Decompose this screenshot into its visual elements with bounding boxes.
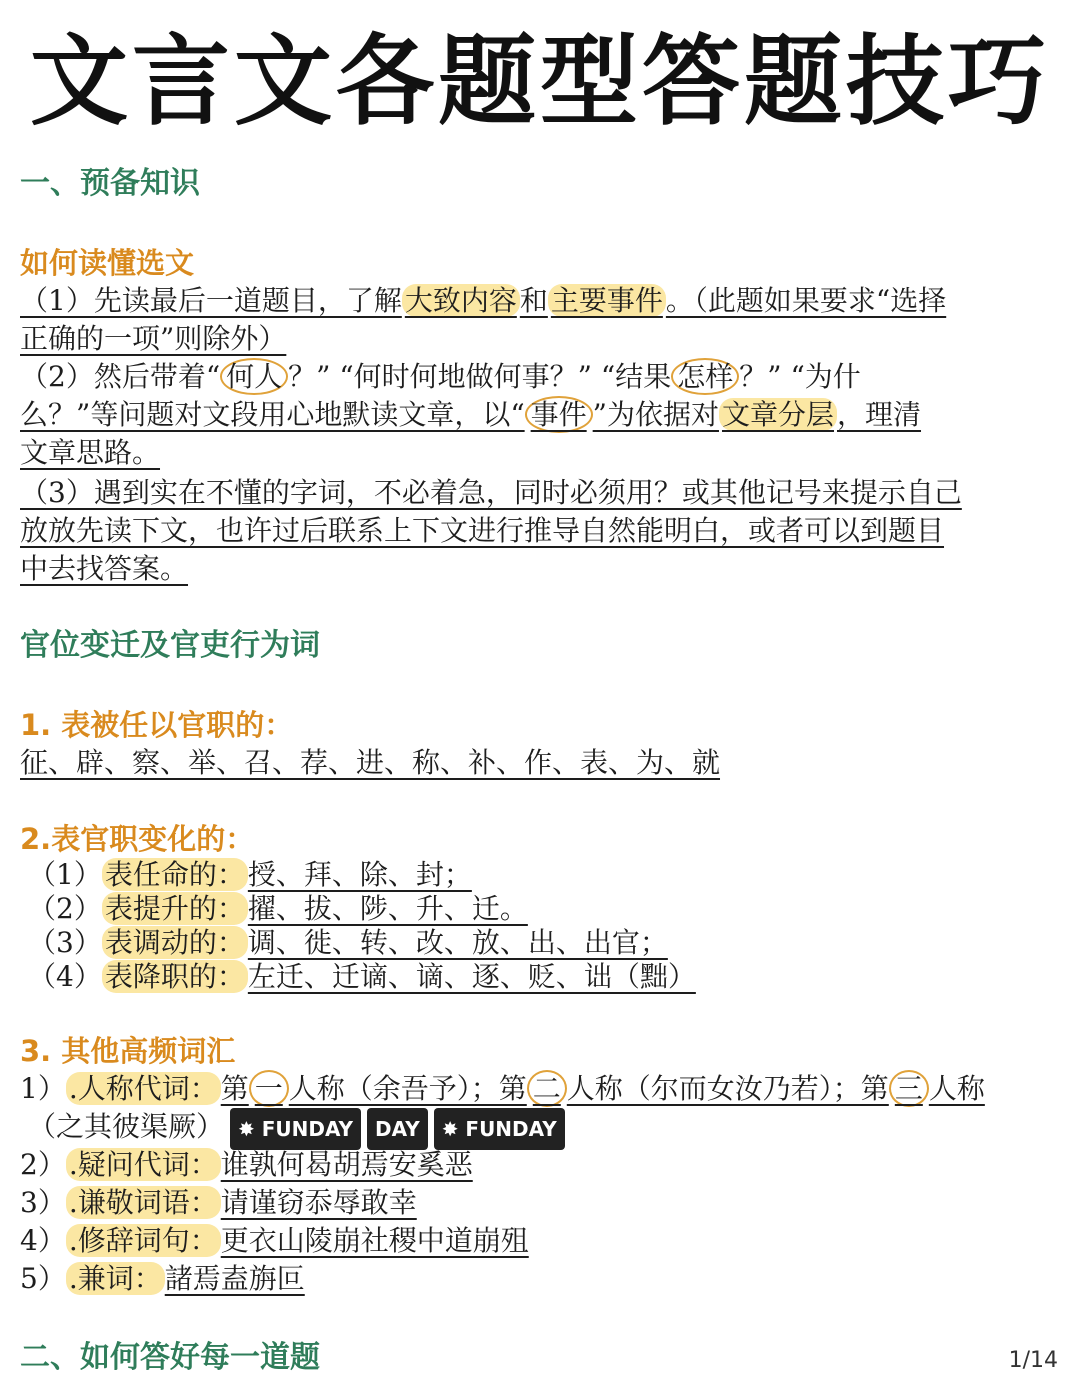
read-p3-line2: 放放先读下文，也许过后联系上下文进行推导自然能明白，或者可以到题目 bbox=[20, 514, 945, 547]
read-p1-line1: （1）先读最后一道题目，了解 大致内容 和 主要事件 。（此题如果要求“选择 bbox=[20, 284, 947, 317]
pronoun-row-cont: （之其彼渠厥） ✸ FUNDAY DAY ✸ FUNDAY bbox=[28, 1108, 565, 1150]
watermark: ✸ FUNDAY bbox=[434, 1108, 565, 1150]
highlight-content: 大致内容 bbox=[402, 284, 520, 317]
watermark: ✸ FUNDAY bbox=[230, 1108, 361, 1150]
frequent-row: 5） .兼词： 諸焉盍旃叵 bbox=[20, 1262, 305, 1295]
subheading-read: 如何读懂选文 bbox=[20, 246, 195, 280]
circled-how: 怎样 bbox=[671, 358, 739, 395]
subheading-appointed: 1. 表被任以官职的： bbox=[20, 708, 294, 742]
change-row: （4） 表降职的： 左迁、迁谪、谪、逐、贬、诎（黜） bbox=[28, 960, 696, 993]
read-p1-line2: 正确的一项”则除外） bbox=[20, 322, 287, 355]
page-title: 文言文各题型答题技巧 bbox=[29, 25, 1050, 139]
circled-second: 二 bbox=[527, 1070, 567, 1107]
section-heading-answer: 二、如何答好每一道题 bbox=[20, 1340, 320, 1375]
section-heading-prep: 一、预备知识 bbox=[20, 166, 200, 201]
subheading-frequent: 3. 其他高频词汇 bbox=[20, 1034, 236, 1068]
circled-first: 一 bbox=[249, 1070, 289, 1107]
highlight-event: 主要事件 bbox=[548, 284, 666, 317]
frequent-row: 2） .疑问代词： 谁孰何曷胡焉安奚恶 bbox=[20, 1148, 473, 1181]
section-heading-official: 官位变迁及官吏行为词 bbox=[20, 628, 320, 663]
circled-third: 三 bbox=[889, 1070, 929, 1107]
read-p3-line1: （3）遇到实在不懂的字词，不必着急，同时必须用？或其他记号来提示自己 bbox=[20, 476, 962, 509]
highlight-layer: 文章分层 bbox=[719, 398, 837, 431]
page-indicator: 1/14 bbox=[1008, 1348, 1058, 1373]
frequent-row: 3） .谦敬词语： 请谨窃忝辱敢幸 bbox=[20, 1186, 417, 1219]
appointed-words: 征、辟、察、举、召、荐、进、称、补、作、表、为、就 bbox=[20, 746, 721, 779]
read-p3-line3: 中去找答案。 bbox=[20, 552, 189, 585]
watermark: DAY bbox=[367, 1108, 428, 1150]
change-row: （3） 表调动的： 调、徙、转、改、放、出、出官； bbox=[28, 926, 668, 959]
circled-event: 事件 bbox=[525, 396, 593, 433]
circled-who: 何人 bbox=[220, 358, 288, 395]
change-row: （1） 表任命的： 授、拜、除、封； bbox=[28, 858, 472, 891]
pronoun-row: 1） .人称代词： 第 一 人称（余吾予）；第 二 人称（尔而女汝乃若）；第 三 人称 bbox=[20, 1072, 985, 1105]
read-p2-line3: 文章思路。 bbox=[20, 436, 161, 469]
frequent-row: 4） .修辞词句： 更衣山陵崩社稷中道崩殂 bbox=[20, 1224, 529, 1257]
subheading-change: 2.表官职变化的： bbox=[20, 822, 255, 856]
read-p2-line2: 么？”等问题对文段用心地默读文章，以“ 事件 ”为依据对 文章分层 ，理清 bbox=[20, 398, 922, 431]
change-row: （2） 表提升的： 擢、拔、陟、升、迁。 bbox=[28, 892, 528, 925]
read-p2-line1: （2）然后带着“ 何人 ？” “何时何地做何事？” “结果 怎样 ？” “为什 bbox=[20, 360, 861, 393]
